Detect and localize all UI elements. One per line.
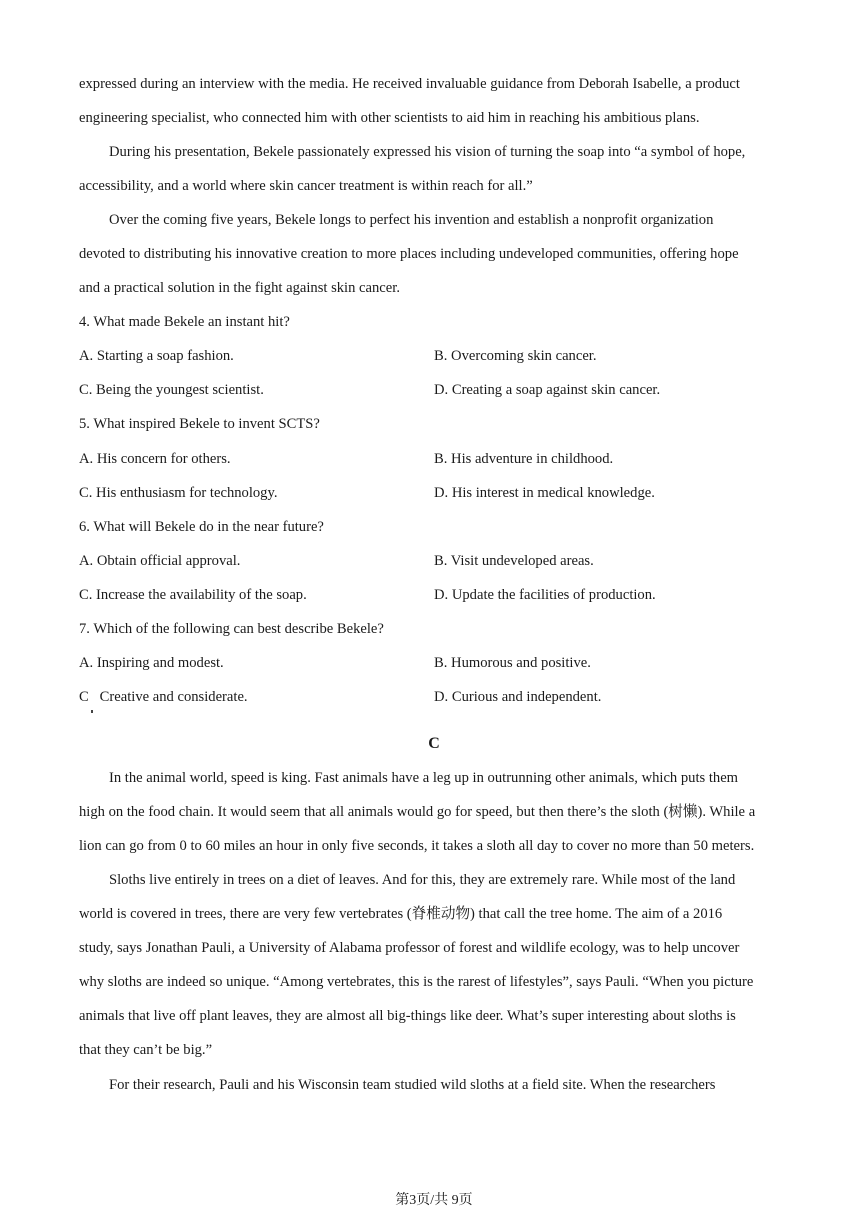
paragraph-line: study, says Jonathan Pauli, a University of Alabama professor of forest and wildlife ecology, was to help uncover	[79, 940, 740, 956]
option-d: D. Update the facilities of production.	[434, 587, 656, 603]
paragraph-line: animals that live off plant leaves, they are almost all big-things like deer. What’s super interesting about sloths is	[79, 1008, 736, 1024]
option-d: D. His interest in medical knowledge.	[434, 485, 655, 501]
option-c: C. Increase the availability of the soap.	[79, 587, 307, 603]
paragraph-line: lion can go from 0 to 60 miles an hour in only five seconds, it takes a sloth all day to cover no more than 50 meters.	[79, 838, 755, 854]
option-a: A. Starting a soap fashion.	[79, 348, 234, 364]
option-b: B. Visit undeveloped areas.	[434, 553, 594, 569]
option-d: D. Creating a soap against skin cancer.	[434, 382, 661, 398]
paragraph-line: Over the coming five years, Bekele longs to perfect his invention and establish a nonprofit organization	[109, 212, 714, 228]
question-stem: 7. Which of the following can best describe Bekele?	[79, 621, 384, 637]
paragraph-line: During his presentation, Bekele passionately expressed his vision of turning the soap into “a symbol of hope,	[109, 144, 746, 160]
option-c: C. His enthusiasm for technology.	[79, 485, 278, 501]
paragraph-line: why sloths are indeed so unique. “Among vertebrates, this is the rarest of lifestyles”, says Pauli. “When you picture	[79, 974, 754, 990]
option-b: B. His adventure in childhood.	[434, 451, 614, 467]
option-c: C. Being the youngest scientist.	[79, 382, 264, 398]
paragraph-line: Sloths live entirely in trees on a diet of leaves. And for this, they are extremely rare. While most of the land	[109, 872, 736, 888]
option-a: A. His concern for others.	[79, 451, 231, 467]
option-a: A. Obtain official approval.	[79, 553, 241, 569]
paragraph-line: In the animal world, speed is king. Fast animals have a leg up in outrunning other animals, which puts them	[109, 770, 739, 786]
section-heading: C	[428, 735, 440, 752]
paragraph-line: world is covered in trees, there are very few vertebrates (脊椎动物) that call the tree home. The aim of a 2016	[79, 906, 723, 922]
question-stem: 5. What inspired Bekele to invent SCTS?	[79, 416, 320, 432]
scan-mark	[91, 710, 93, 713]
paragraph-line: expressed during an interview with the media. He received invaluable guidance from Deborah Isabelle, a product	[79, 76, 740, 92]
option-b: B. Overcoming skin cancer.	[434, 348, 597, 364]
option-a: A. Inspiring and modest.	[79, 655, 224, 671]
option-c: C Creative and considerate.	[79, 689, 248, 705]
paragraph-line: engineering specialist, who connected him with other scientists to aid him in reaching his ambitious plans.	[79, 110, 700, 126]
paragraph-line: and a practical solution in the fight against skin cancer.	[79, 280, 400, 296]
question-stem: 4. What made Bekele an instant hit?	[79, 314, 290, 330]
paragraph-line: high on the food chain. It would seem that all animals would go for speed, but then there’s the sloth (树懒). While a	[79, 804, 756, 820]
option-d: D. Curious and independent.	[434, 689, 602, 705]
page-number: 第3页/共 9页	[395, 1193, 473, 1208]
paragraph-line: devoted to distributing his innovative creation to more places including undeveloped communities, offering hope	[79, 246, 739, 262]
paragraph-line: For their research, Pauli and his Wisconsin team studied wild sloths at a field site. When the researchers	[109, 1077, 716, 1093]
paragraph-line: accessibility, and a world where skin cancer treatment is within reach for all.”	[79, 178, 533, 194]
paragraph-line: that they can’t be big.”	[79, 1042, 213, 1058]
question-stem: 6. What will Bekele do in the near future?	[79, 519, 324, 535]
option-b: B. Humorous and positive.	[434, 655, 591, 671]
